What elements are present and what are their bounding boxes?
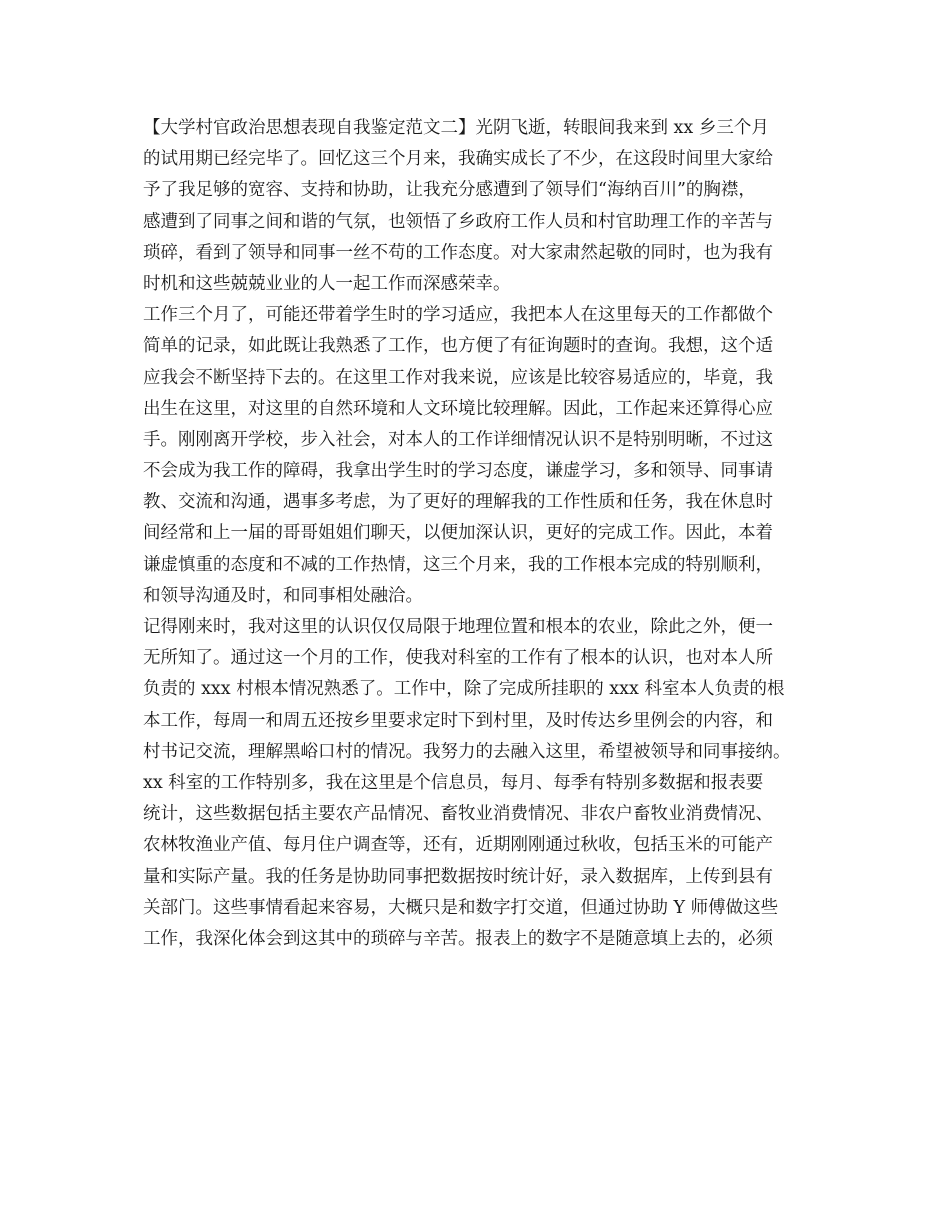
text-line: 教、交流和沟通，遇事多考虑，为了更好的理解我的工作性质和任务，我在休息时 (143, 492, 773, 513)
text-line: 量和实际产量。我的任务是协助同事把数据按时统计好，录入数据库，上传到县有 (143, 866, 773, 887)
text-line: 不会成为我工作的障碍，我拿出学生时的学习态度，谦虚学习，多和领导、同事请 (143, 461, 773, 482)
text-line: 间经常和上一届的哥哥姐姐们聊天，以便加深认识，更好的完成工作。因此，本着 (143, 523, 773, 544)
text-line: 时机和这些兢兢业业的人一起工作而深感荣幸。 (143, 273, 511, 294)
text-line: 予了我足够的宽容、支持和协助，让我充分感遭到了领导们“海纳百川”的胸襟， (143, 180, 756, 201)
text-line: 村书记交流，理解黑峪口村的情况。我努力的去融入这里，希望被领导和同事接纳。 (143, 741, 791, 762)
text-line: 手。刚刚离开学校，步入社会，对本人的工作详细情况认识不是特别明晰，不过这 (143, 429, 773, 450)
text-line: 负责的 xxx 村根本情况熟悉了。工作中，除了完成所挂职的 xxx 科室本人负责的根 (143, 679, 785, 700)
text-line: 工作三个月了，可能还带着学生时的学习适应，我把本人在这里每天的工作都做个 (143, 305, 773, 326)
text-line: 的试用期已经完毕了。回忆这三个月来，我确实成长了不少，在这段时间里大家给 (143, 149, 773, 170)
text-line: 【大学村官政治思想表现自我鉴定范文二】光阴飞逝，转眼间我来到 xx 乡三个月 (143, 118, 769, 138)
text-line: 统计，这些数据包括主要农产品情况、畜牧业消费情况、非农户畜牧业消费情况、 (143, 804, 773, 825)
text-line: 工作，我深化体会到这其中的琐碎与辛苦。报表上的数字不是随意填上去的，必须 (143, 928, 773, 949)
text-line: 应我会不断坚持下去的。在这里工作对我来说，应该是比较容易适应的，毕竟，我 (143, 367, 773, 388)
text-line: 感遭到了同事之间和谐的气氛，也领悟了乡政府工作人员和村官助理工作的辛苦与 (143, 211, 773, 232)
text-line: 本工作，每周一和周五还按乡里要求定时下到村里，及时传达乡里例会的内容，和 (143, 710, 773, 731)
text-line: 关部门。这些事情看起来容易，大概只是和数字打交道，但通过协助 Y 师傅做这些 (143, 897, 779, 918)
text-line: 和领导沟通及时，和同事相处融洽。 (143, 585, 423, 606)
text-line: 出生在这里，对这里的自然环境和人文环境比较理解。因此，工作起来还算得心应 (143, 398, 773, 419)
document-body (143, 113, 823, 955)
text-line: xx 科室的工作特别多，我在这里是个信息员，每月、每季有特别多数据和报表要 (143, 772, 764, 793)
text-line: 无所知了。通过这一个月的工作，使我对科室的工作有了根本的认识，也对本人所 (143, 648, 773, 669)
text-line: 谦虚慎重的态度和不减的工作热情，这三个月来，我的工作根本完成的特别顺利， (143, 554, 773, 575)
text-line: 农林牧渔业产值、每月住户调查等，还有，近期刚刚通过秋收，包括玉米的可能产 (143, 835, 773, 856)
text-line: 琐碎，看到了领导和同事一丝不苟的工作态度。对大家肃然起敬的同时，也为我有 (143, 242, 773, 263)
text-line: 简单的记录，如此既让我熟悉了工作，也方便了有征询题时的查询。我想，这个适 (143, 336, 773, 357)
text-line: 记得刚来时，我对这里的认识仅仅局限于地理位置和根本的农业，除此之外，便一 (143, 617, 773, 637)
